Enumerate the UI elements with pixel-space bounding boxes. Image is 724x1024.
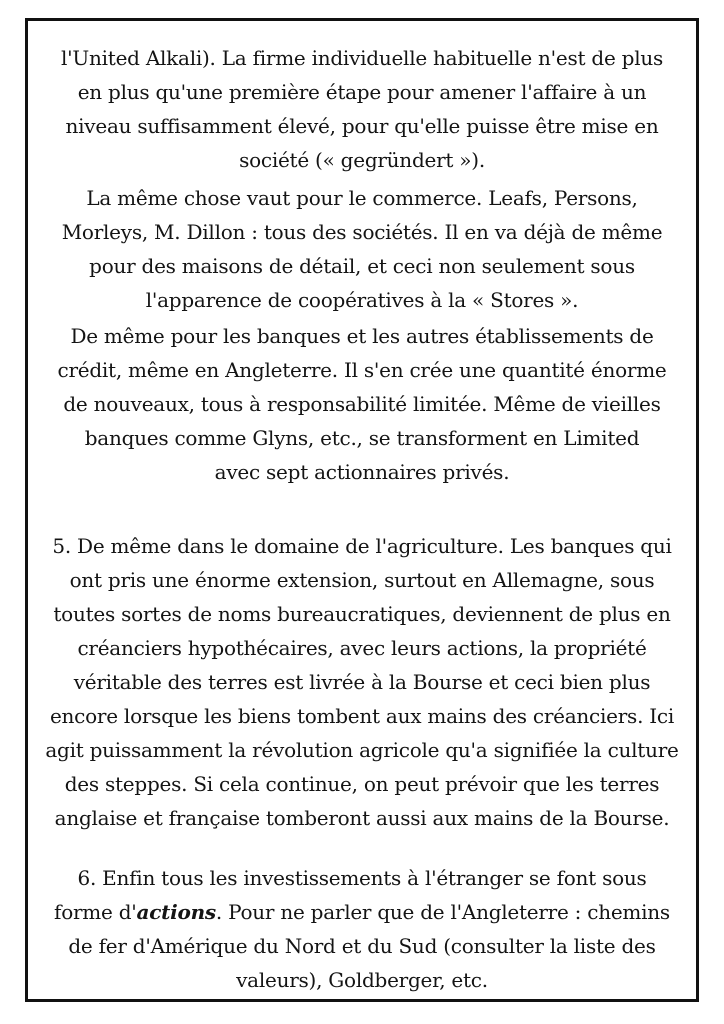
text-line: 5. De même dans le domaine de l'agriculture. Les banques qui: [52, 534, 672, 558]
text-line: agit puissamment la révolution agricole qu'a signifiée la culture: [45, 738, 679, 762]
text-line: [28, 895, 696, 929]
text-run: . Pour ne parler que de l'Angleterre : chemins: [215, 900, 670, 924]
text-line: Morleys, M. Dillon : tous des sociétés. Il en va déjà de même: [61, 220, 663, 244]
text-line: de nouveaux, tous à responsabilité limitée. Même de vieilles: [63, 392, 661, 416]
text-line: valeurs), Goldberger, etc.: [236, 968, 488, 992]
text-line: pour des maisons de détail, et ceci non seulement sous: [89, 254, 635, 278]
text-line: véritable des terres est livrée à la Bourse et ceci bien plus: [73, 670, 651, 694]
paragraph-agriculture: [28, 529, 696, 835]
text-line: l'apparence de coopératives à la « Stores ».: [145, 288, 579, 312]
text-line: banques comme Glyns, etc., se transforment en Limited: [84, 426, 640, 450]
text-line: niveau suffisamment élevé, pour qu'elle puisse être mise en: [65, 114, 659, 138]
paragraph-commerce: [28, 181, 696, 317]
page-border-frame: [25, 18, 699, 1002]
text-line: encore lorsque les biens tombent aux mains des créanciers. Ici: [49, 704, 675, 728]
text-line: l'United Alkali). La firme individuelle habituelle n'est de plus: [61, 46, 663, 70]
text-line: De même pour les banques et les autres établissements de: [70, 324, 654, 348]
text-line: en plus qu'une première étape pour amener l'affaire à un: [77, 80, 647, 104]
text-line: anglaise et française tomberont aussi aux mains de la Bourse.: [54, 806, 670, 830]
text-line: des steppes. Si cela continue, on peut prévoir que les terres: [64, 772, 660, 796]
paragraph-banks: [28, 319, 696, 489]
paragraph-united-alkali: [28, 41, 696, 177]
text-line: avec sept actionnaires privés.: [214, 460, 510, 484]
text-line: 6. Enfin tous les investissements à l'étranger se font sous: [77, 866, 647, 890]
emphasized-word-actions: actions: [136, 900, 216, 924]
text-line: crédit, même en Angleterre. Il s'en crée une quantité énorme: [57, 358, 667, 382]
text-line: toutes sortes de noms bureaucratiques, deviennent de plus en: [53, 602, 671, 626]
text-line: créanciers hypothécaires, avec leurs actions, la propriété: [77, 636, 647, 660]
text-run: forme d': [54, 900, 137, 924]
paragraph-foreign-investments: [28, 861, 696, 997]
text-line: société (« gegründert »).: [239, 148, 485, 172]
text-line: ont pris une énorme extension, surtout en Allemagne, sous: [69, 568, 655, 592]
text-line: de fer d'Amérique du Nord et du Sud (consulter la liste des: [68, 934, 656, 958]
text-line: La même chose vaut pour le commerce. Leafs, Persons,: [86, 186, 638, 210]
